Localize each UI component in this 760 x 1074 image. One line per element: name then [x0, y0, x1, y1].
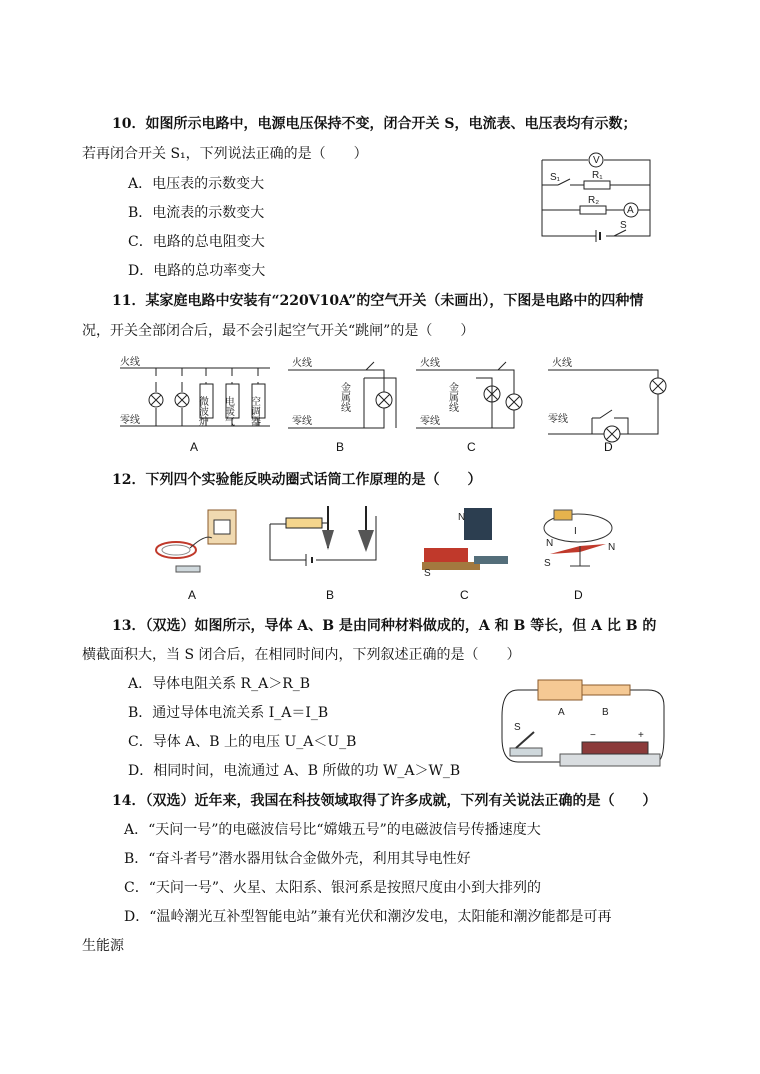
q13-stem-line2: 横截面积大，当 S 闭合后，在相同时间内，下列叙述正确的是（ ）: [82, 647, 521, 663]
q10-circuit-diagram: [538, 150, 658, 242]
q14-stem: 14．（双选）近年来，我国在科技领域取得了许多成就，下列有关说法正确的是（ ）: [112, 793, 657, 809]
q11-stem-line2: 况，开关全部闭合后，最不会引起空气开关“跳闸”的是（ ）: [82, 323, 475, 339]
q12-experiment-a: [150, 504, 245, 579]
q13-switch-label: S: [514, 722, 521, 733]
q11c-metal-wire-label: 金属线: [446, 382, 458, 412]
q10-option-a[interactable]: A．电压表的示数变大: [128, 176, 265, 192]
q12-label-a[interactable]: A: [188, 588, 197, 602]
q10-switch-label: S: [620, 220, 627, 231]
q10-option-b[interactable]: B．电流表的示数变大: [128, 205, 265, 221]
q11c-live-label: 火线: [420, 358, 440, 369]
q11a-appliance-aircon: 空调器: [248, 396, 260, 426]
q13-option-a[interactable]: A．导体电阻关系 R_A＞R_B: [128, 676, 311, 692]
q14-option-d[interactable]: D．“温岭潮光互补型智能电站”兼有光伏和潮汐发电，太阳能和潮汐能都是可再: [124, 909, 612, 925]
q11b-live-label: 火线: [292, 358, 312, 369]
q13-minus-label: −: [590, 730, 596, 741]
q13-circuit-diagram: [498, 676, 668, 771]
q10-switch1-label: S₁: [550, 172, 561, 183]
q11a-appliance-microwave: 微波炉: [196, 396, 208, 426]
q12-label-d[interactable]: D: [574, 588, 583, 602]
q10-stem-line1: 10．如图所示电路中，电源电压保持不变，闭合开关 S，电流表、电压表均有示数；: [112, 116, 637, 132]
q11-circuit-b: [288, 356, 403, 431]
q14-option-c[interactable]: C．“天问一号”、火星、太阳系、银河系是按照尺度由小到大排列的: [124, 880, 542, 896]
q13-option-b[interactable]: B．通过导体电流关系 I_A＝I_B: [128, 705, 329, 721]
q10-ammeter-label: A: [627, 205, 634, 216]
q11d-neutral-label: 零线: [548, 414, 568, 425]
q11b-metal-wire-label: 金属线: [338, 382, 350, 412]
q13-stem-line1: 13．（双选）如图所示，导体 A、B 是由同种材料做成的，A 和 B 等长，但 A 比 B 的: [112, 618, 657, 634]
q14-option-d-cont: 生能源: [82, 938, 124, 954]
q11c-neutral-label: 零线: [420, 416, 440, 427]
q12c-s-label: S: [424, 568, 431, 579]
q11-stem-line1: 11．某家庭电路中安装有“220V10A”的空气开关（未画出），下图是电路中的四种情: [112, 293, 644, 309]
q12-experiment-d: [540, 504, 620, 576]
q12-experiment-c: [418, 500, 513, 580]
q10-option-d[interactable]: D．电路的总功率变大: [128, 263, 266, 279]
q10-r2-label: R₂: [588, 195, 600, 206]
q13-conductor-a-label: A: [558, 707, 565, 718]
q11-label-a[interactable]: A: [190, 440, 199, 454]
q14-option-b[interactable]: B．“奋斗者号”潜水器用钛合金做外壳，利用其导电性好: [124, 851, 471, 867]
q13-option-d[interactable]: D．相同时间，电流通过 A、B 所做的功 W_A＞W_B: [128, 763, 461, 779]
q11a-neutral-label: 零线: [120, 415, 140, 426]
q13-conductor-b-label: B: [602, 707, 609, 718]
q12d-current-label: I: [574, 526, 577, 537]
q11b-neutral-label: 零线: [292, 416, 312, 427]
q13-option-c[interactable]: C．导体 A、B 上的电压 U_A＜U_B: [128, 734, 357, 750]
q10-r1-label: R₁: [592, 170, 603, 181]
q10-stem-line2: 若再闭合开关 S₁，下列说法正确的是（ ）: [82, 146, 368, 162]
q11-label-d[interactable]: D: [604, 440, 613, 454]
q11-label-c[interactable]: C: [467, 440, 476, 454]
q12-label-b[interactable]: B: [326, 588, 335, 602]
q10-option-c[interactable]: C．电路的总电阻变大: [128, 234, 265, 250]
q12d-s-label: S: [544, 558, 551, 569]
q14-option-a[interactable]: A．“天问一号”的电磁波信号比“嫦娥五号”的电磁波信号传播速度大: [124, 822, 541, 838]
q11-circuit-c: [416, 356, 534, 431]
q13-plus-label: +: [638, 730, 644, 741]
q11-circuit-d: [548, 356, 670, 446]
q12d-n-label: N: [546, 538, 554, 549]
q12-experiment-b: [266, 500, 381, 570]
q10-voltmeter-label: V: [593, 155, 600, 166]
q12d-n2-label: N: [608, 542, 616, 553]
q12-stem: 12．下列四个实验能反映动圈式话筒工作原理的是（ ）: [112, 472, 482, 488]
q12-label-c[interactable]: C: [460, 588, 469, 602]
q11a-appliance-heater: 电暖气: [222, 396, 234, 426]
q12c-n-label: N: [458, 512, 466, 523]
q11a-live-label: 火线: [120, 357, 140, 368]
q11-circuit-a: [120, 356, 275, 431]
q11-label-b[interactable]: B: [336, 440, 345, 454]
q11d-live-label: 火线: [552, 358, 572, 369]
